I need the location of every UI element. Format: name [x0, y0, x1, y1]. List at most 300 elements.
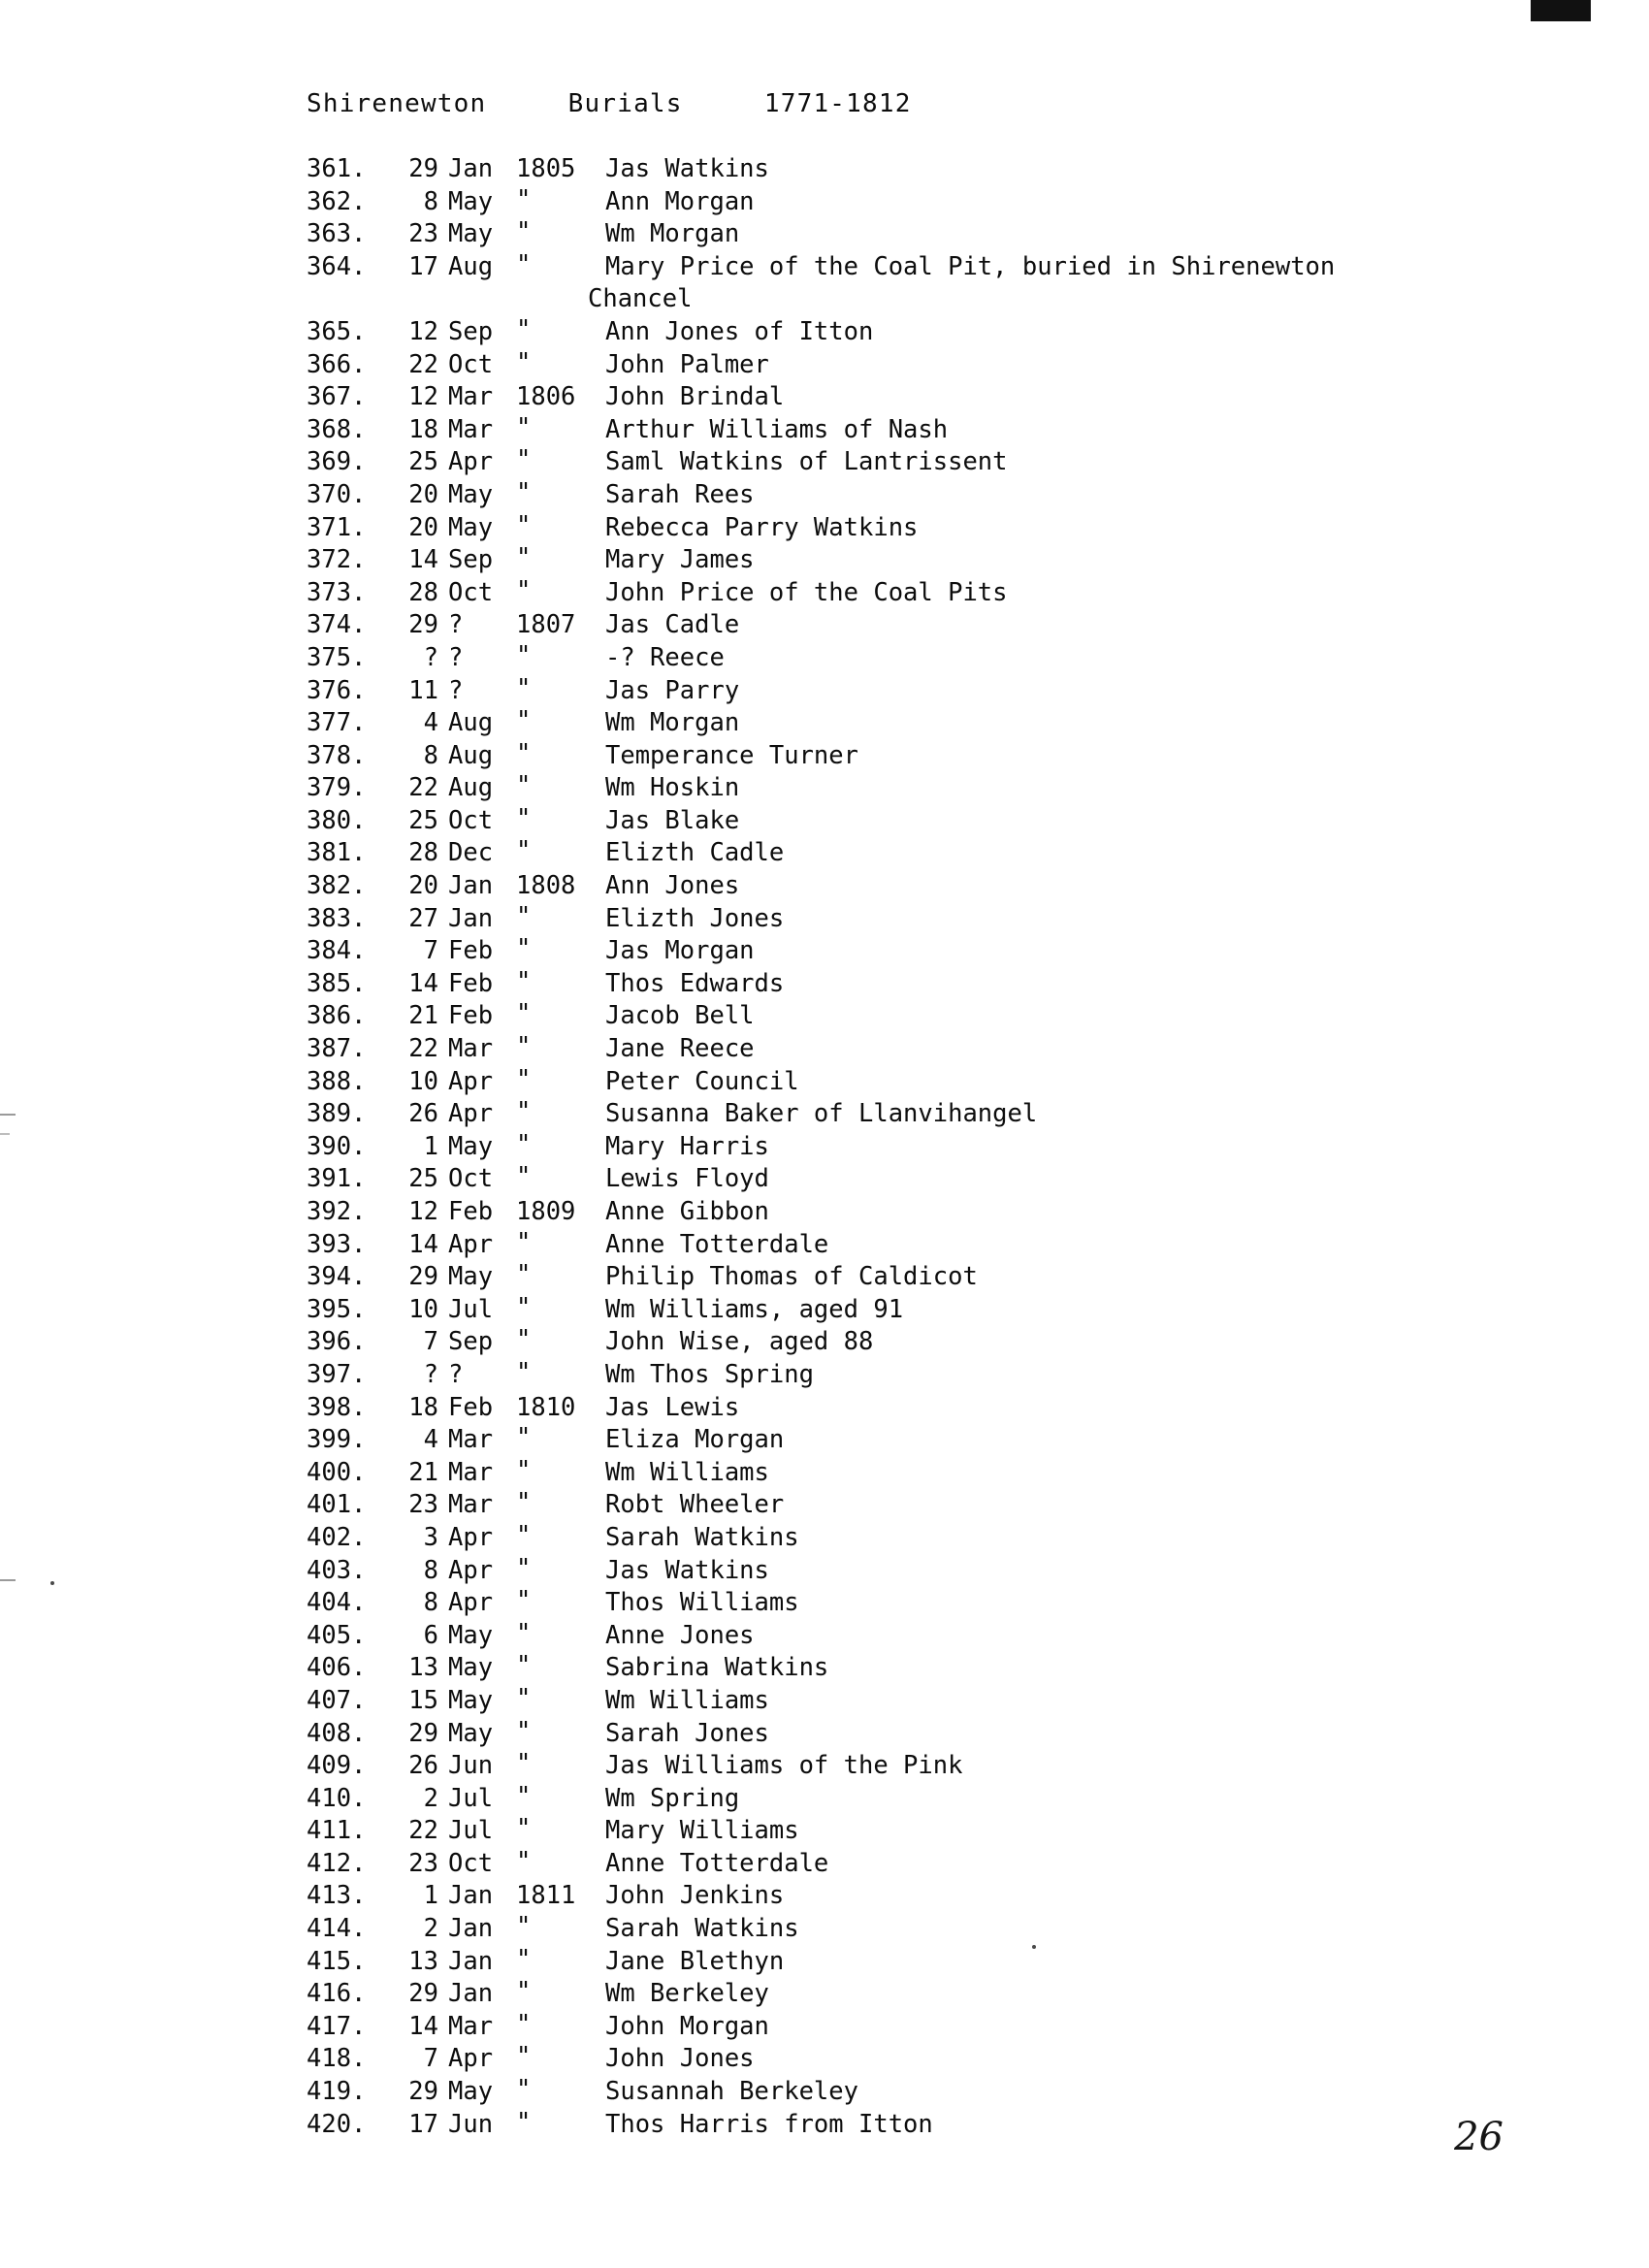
entry-month: Jan: [448, 154, 494, 183]
ditto-mark: ": [516, 1032, 532, 1062]
ditto-mark: ": [516, 347, 532, 377]
entry-day: 25: [408, 805, 438, 835]
entry-year-ditto: [508, 1652, 605, 1685]
entry-year-ditto: [508, 1326, 605, 1359]
burial-entry: [307, 642, 1451, 675]
ditto-mark: ": [516, 999, 532, 1029]
ditto-mark: ": [516, 1423, 532, 1453]
burial-entry: [307, 1783, 1451, 1816]
entry-name: Sarah Watkins: [605, 1914, 799, 1944]
entry-name: Anne Gibbon: [605, 1197, 769, 1226]
entry-year-ditto: [508, 1261, 605, 1294]
burial-entry: [307, 479, 1451, 512]
ditto-mark: ": [516, 706, 532, 736]
entry-month: May: [448, 512, 494, 542]
entry-day: 14: [408, 2011, 438, 2041]
entry-month: Jul: [448, 1816, 494, 1846]
entry-number: 397.: [307, 1359, 367, 1389]
entry-number: 419.: [307, 2077, 367, 2107]
entry-month: Jan: [448, 871, 494, 901]
entry-year-ditto: [508, 935, 605, 968]
entry-day: 18: [408, 414, 438, 444]
ditto-mark: ": [516, 1129, 532, 1159]
entry-name: Jas Watkins: [605, 1555, 769, 1585]
entry-month: Aug: [448, 740, 494, 770]
entry-year: 1809: [516, 1197, 576, 1226]
scan-edge-tick: [0, 1114, 16, 1116]
entry-number: 391.: [307, 1164, 367, 1194]
entry-day: 26: [408, 1751, 438, 1781]
entry-month: Feb: [448, 1001, 494, 1031]
entry-number: 393.: [307, 1229, 367, 1259]
burial-entry: [307, 1718, 1451, 1751]
entry-year-ditto: [508, 1522, 605, 1555]
entry-year-ditto: [508, 772, 605, 805]
entry-name: John Jenkins: [605, 1881, 785, 1911]
burial-entry: [307, 1229, 1451, 1262]
entry-number: 368.: [307, 414, 367, 444]
entry-year-ditto: [508, 218, 605, 251]
burial-entry: [307, 1098, 1451, 1131]
entry-number: 399.: [307, 1425, 367, 1455]
entry-year-ditto: [508, 2076, 605, 2109]
entry-number: 413.: [307, 1881, 367, 1911]
ditto-mark: ": [516, 2107, 532, 2137]
entry-name: Sarah Watkins: [605, 1522, 799, 1552]
entry-month: Jan: [448, 1979, 494, 2009]
entry-year-ditto: [508, 2043, 605, 2076]
entry-name: Jane Blethyn: [605, 1946, 785, 1976]
entry-name: Wm Morgan: [605, 219, 740, 249]
entry-day: 17: [408, 251, 438, 281]
entry-day: 7: [423, 1327, 438, 1357]
burial-entry: [307, 414, 1451, 447]
ditto-mark: ": [516, 1846, 532, 1876]
burial-entry: [307, 446, 1451, 479]
entry-number: 388.: [307, 1066, 367, 1096]
burial-entry: [307, 1033, 1451, 1066]
entry-name: Susanna Baker of Llanvihangel: [605, 1099, 1038, 1129]
burial-entry: [307, 2011, 1451, 2044]
burial-entry: [307, 1750, 1451, 1783]
entry-day: 27: [408, 903, 438, 933]
burial-entry: [307, 1880, 1451, 1913]
entry-year-ditto: [508, 186, 605, 219]
entry-year-ditto: [508, 1783, 605, 1816]
ditto-mark: ": [516, 184, 532, 214]
ditto-mark: ": [516, 1260, 532, 1290]
ditto-mark: ": [516, 1814, 532, 1844]
burial-entry: [307, 740, 1451, 773]
entry-month: ?: [448, 675, 464, 705]
entry-name: Jas Watkins: [605, 154, 769, 183]
entry-day: 14: [408, 968, 438, 998]
entry-name: Wm Williams: [605, 1457, 769, 1487]
ditto-mark: ": [516, 1749, 532, 1779]
entry-year-ditto: [508, 1359, 605, 1392]
entry-day: 4: [423, 708, 438, 738]
entry-name: Ann Morgan: [605, 186, 755, 216]
ditto-mark: ": [516, 217, 532, 247]
entry-day: 17: [408, 2109, 438, 2139]
entry-day: 1: [423, 1881, 438, 1911]
entry-day: 29: [408, 2077, 438, 2107]
entry-day: 2: [423, 1914, 438, 1944]
entry-day: 11: [408, 675, 438, 705]
ditto-mark: ": [516, 314, 532, 344]
burial-entry: [307, 935, 1451, 968]
entry-name: Jas Morgan: [605, 936, 755, 966]
entry-number: 407.: [307, 1685, 367, 1715]
entry-month: Apr: [448, 1588, 494, 1618]
entry-name: Jacob Bell: [605, 1001, 755, 1031]
entry-day: 20: [408, 512, 438, 542]
entry-day: 22: [408, 773, 438, 803]
entry-name: John Morgan: [605, 2011, 769, 2041]
entry-name: Elizth Jones: [605, 903, 785, 933]
entry-number: 370.: [307, 479, 367, 509]
scan-edge-tick: [0, 1133, 10, 1135]
burial-entry: [307, 1457, 1451, 1490]
burial-entry: [307, 1685, 1451, 1718]
ditto-mark: ": [516, 803, 532, 833]
entry-name: Thos Williams: [605, 1588, 799, 1618]
entry-month: Aug: [448, 773, 494, 803]
burial-entry: [307, 2043, 1451, 2076]
entry-number: 403.: [307, 1555, 367, 1585]
entry-day: 20: [408, 479, 438, 509]
entry-name: Anne Jones: [605, 1620, 755, 1650]
burials-list: [307, 153, 1451, 2141]
burial-entry: [307, 153, 1451, 186]
entry-month: Oct: [448, 577, 494, 607]
entry-year: 1811: [516, 1881, 576, 1911]
entry-number: 404.: [307, 1588, 367, 1618]
entry-month: Mar: [448, 1034, 494, 1064]
entry-month: Apr: [448, 1555, 494, 1585]
entry-name: Jane Reece: [605, 1034, 755, 1064]
burial-entry: [307, 1066, 1451, 1099]
entry-day: 14: [408, 1229, 438, 1259]
entry-day: 29: [408, 1979, 438, 2009]
ditto-mark: ": [516, 1618, 532, 1648]
entry-month: Feb: [448, 1197, 494, 1226]
entry-number: 392.: [307, 1197, 367, 1226]
entry-day: 15: [408, 1685, 438, 1715]
entry-month: ?: [448, 1359, 464, 1389]
entry-name: Jas Blake: [605, 805, 740, 835]
entry-month: Oct: [448, 1164, 494, 1194]
entry-name: Sarah Jones: [605, 1718, 769, 1748]
entry-year-ditto: [508, 837, 605, 870]
entry-month: May: [448, 219, 494, 249]
ditto-mark: ": [516, 510, 532, 540]
entry-year-ditto: [508, 1489, 605, 1522]
entry-month: Mar: [448, 1425, 494, 1455]
ditto-mark: ": [516, 1553, 532, 1583]
ditto-mark: ": [516, 966, 532, 996]
entry-day: 12: [408, 316, 438, 346]
entry-month: Sep: [448, 545, 494, 575]
entry-continuation: Chancel: [588, 284, 693, 314]
entry-month: Jan: [448, 1881, 494, 1911]
ditto-mark: ": [516, 1162, 532, 1192]
burial-entry: [307, 968, 1451, 1001]
entry-month: Feb: [448, 936, 494, 966]
entry-day: 10: [408, 1294, 438, 1324]
entry-month: Sep: [448, 1327, 494, 1357]
entry-day: 7: [423, 936, 438, 966]
entry-month: Oct: [448, 805, 494, 835]
burial-entry: [307, 544, 1451, 577]
entry-year-ditto: [508, 544, 605, 577]
burial-entry: [307, 1913, 1451, 1946]
entry-number: 389.: [307, 1099, 367, 1129]
entry-number: 400.: [307, 1457, 367, 1487]
burial-entry: [307, 1326, 1451, 1359]
entry-name: Anne Totterdale: [605, 1848, 829, 1878]
entry-year-ditto: [508, 1913, 605, 1946]
entry-year-ditto: [508, 1587, 605, 1620]
entry-month: Sep: [448, 316, 494, 346]
entry-name: Robt Wheeler: [605, 1490, 785, 1520]
entry-month: ?: [448, 642, 464, 672]
entry-name: John Jones: [605, 2044, 755, 2074]
entry-day: 13: [408, 1653, 438, 1683]
entry-day: 12: [408, 382, 438, 412]
entry-year-ditto: [508, 1424, 605, 1457]
entry-day: 23: [408, 1490, 438, 1520]
entry-name: Jas Cadle: [605, 610, 740, 640]
entry-month: May: [448, 1620, 494, 1650]
entry-month: Apr: [448, 2044, 494, 2074]
entry-year: 1807: [516, 610, 576, 640]
entry-month: Jul: [448, 1294, 494, 1324]
entry-name: Temperance Turner: [605, 740, 858, 770]
burial-entry: [307, 2076, 1451, 2109]
entry-day: 1: [423, 1131, 438, 1161]
entry-month: Aug: [448, 251, 494, 281]
ditto-mark: ": [516, 1912, 532, 1942]
entry-day: 14: [408, 545, 438, 575]
entry-number: 385.: [307, 968, 367, 998]
entry-name: Mary Price of the Coal Pit, buried in Shirenewton: [605, 251, 1336, 281]
entry-month: Jan: [448, 903, 494, 933]
entry-year-ditto: [508, 316, 605, 349]
entry-number: 414.: [307, 1914, 367, 1944]
entry-number: 365.: [307, 316, 367, 346]
entry-month: Mar: [448, 414, 494, 444]
entry-month: May: [448, 1718, 494, 1748]
entry-month: May: [448, 1262, 494, 1292]
ditto-mark: ": [516, 1357, 532, 1387]
entry-number: 386.: [307, 1001, 367, 1031]
ditto-mark: ": [516, 412, 532, 442]
entry-name: Mary Williams: [605, 1816, 799, 1846]
entry-month: Mar: [448, 1490, 494, 1520]
ditto-mark: ": [516, 1455, 532, 1485]
entry-month: Apr: [448, 1229, 494, 1259]
entry-month: May: [448, 186, 494, 216]
burial-entry: [307, 349, 1451, 382]
entry-year-ditto: [508, 251, 605, 284]
entry-year-ditto: [508, 1685, 605, 1718]
entry-name: John Brindal: [605, 382, 785, 412]
entry-year-ditto: [508, 1750, 605, 1783]
burial-entry: [307, 675, 1451, 708]
entry-year-ditto: [508, 1294, 605, 1327]
entry-number: 384.: [307, 936, 367, 966]
ditto-mark: ": [516, 1325, 532, 1355]
entry-name: Jas Williams of the Pink: [605, 1751, 963, 1781]
entry-day: 8: [423, 740, 438, 770]
entry-day: 21: [408, 1457, 438, 1487]
entry-day: 22: [408, 1034, 438, 1064]
entry-number: 383.: [307, 903, 367, 933]
burial-entry: [307, 1815, 1451, 1848]
entry-name: John Price of the Coal Pits: [605, 577, 1008, 607]
entry-number: 394.: [307, 1262, 367, 1292]
entry-month: May: [448, 2077, 494, 2107]
entry-name: Arthur Williams of Nash: [605, 414, 949, 444]
ditto-mark: ": [516, 1781, 532, 1811]
ditto-mark: ": [516, 1227, 532, 1257]
burial-entry: [307, 577, 1451, 610]
entry-month: May: [448, 1685, 494, 1715]
entry-year: 1808: [516, 871, 576, 901]
entry-name: Wm Thos Spring: [605, 1359, 814, 1389]
entry-name: -? Reece: [605, 642, 725, 672]
entry-number: 411.: [307, 1816, 367, 1846]
ditto-mark: ": [516, 2042, 532, 2072]
entry-number: 405.: [307, 1620, 367, 1650]
entry-day: 29: [408, 1262, 438, 1292]
entry-month: Jun: [448, 1751, 494, 1781]
entry-number: 374.: [307, 610, 367, 640]
entry-name: Ann Jones: [605, 871, 740, 901]
entry-number: 380.: [307, 805, 367, 835]
entry-year-ditto: [508, 707, 605, 740]
entry-name: Rebecca Parry Watkins: [605, 512, 919, 542]
burial-entry: [307, 1294, 1451, 1327]
entry-day: 20: [408, 871, 438, 901]
entry-name: Wm Berkeley: [605, 1979, 769, 2009]
entry-year-ditto: [508, 968, 605, 1001]
entry-number: 361.: [307, 154, 367, 183]
ditto-mark: ": [516, 836, 532, 866]
entry-month: Apr: [448, 1066, 494, 1096]
entry-day: 28: [408, 838, 438, 868]
burial-entry: [307, 1392, 1451, 1425]
entry-day: 25: [408, 1164, 438, 1194]
entry-number: 376.: [307, 675, 367, 705]
entry-number: 408.: [307, 1718, 367, 1748]
entry-month: ?: [448, 610, 464, 640]
entry-day: 8: [423, 1588, 438, 1618]
entry-name: Mary Harris: [605, 1131, 769, 1161]
entry-year-ditto: [508, 1033, 605, 1066]
entry-month: Apr: [448, 447, 494, 477]
entry-year: 1806: [516, 382, 576, 412]
entry-number: 373.: [307, 577, 367, 607]
entry-year-ditto: [508, 1000, 605, 1033]
burial-entry: [307, 1163, 1451, 1196]
entry-number: 367.: [307, 382, 367, 412]
entry-name: Anne Totterdale: [605, 1229, 829, 1259]
entry-month: Aug: [448, 708, 494, 738]
entry-year-ditto: [508, 1815, 605, 1848]
burial-entry: [307, 2109, 1451, 2142]
burial-entry: [307, 218, 1451, 251]
entry-month: Jul: [448, 1783, 494, 1813]
ditto-mark: ": [516, 1977, 532, 2007]
entry-month: Mar: [448, 382, 494, 412]
entry-day: 29: [408, 610, 438, 640]
entry-name: Wm Spring: [605, 1783, 740, 1813]
entry-name: Sabrina Watkins: [605, 1653, 829, 1683]
burial-entry: [307, 707, 1451, 740]
entry-year-ditto: [508, 642, 605, 675]
entry-number: 382.: [307, 871, 367, 901]
entry-month: Jun: [448, 2109, 494, 2139]
entry-year-ditto: [508, 446, 605, 479]
entry-month: Mar: [448, 1457, 494, 1487]
entry-day: 22: [408, 349, 438, 379]
entry-number: 401.: [307, 1490, 367, 1520]
entry-number: 417.: [307, 2011, 367, 2041]
entry-year: 1810: [516, 1392, 576, 1422]
entry-month: Feb: [448, 968, 494, 998]
entry-day: 8: [423, 1555, 438, 1585]
entry-name: Ann Jones of Itton: [605, 316, 874, 346]
burial-entry: [307, 1489, 1451, 1522]
ditto-mark: ": [516, 249, 532, 279]
entry-day: ?: [423, 1359, 438, 1389]
entry-number: 375.: [307, 642, 367, 672]
entry-day: 25: [408, 447, 438, 477]
burial-entry: [307, 772, 1451, 805]
ditto-mark: ": [516, 2009, 532, 2039]
burial-entry: [307, 1587, 1451, 1620]
entry-number: 409.: [307, 1751, 367, 1781]
entry-number: 406.: [307, 1653, 367, 1683]
ditto-mark: ": [516, 673, 532, 703]
burial-entry: [307, 1000, 1451, 1033]
entry-year-ditto: [508, 1946, 605, 1979]
entry-name: John Wise, aged 88: [605, 1327, 874, 1357]
entry-number: 381.: [307, 838, 367, 868]
ditto-mark: ": [516, 575, 532, 605]
entry-name: Thos Harris from Itton: [605, 2109, 933, 2139]
ditto-mark: ": [516, 1520, 532, 1550]
burial-entry: [307, 186, 1451, 219]
entry-month: Apr: [448, 1099, 494, 1129]
entry-number: 410.: [307, 1783, 367, 1813]
entry-day: 6: [423, 1620, 438, 1650]
entry-number: 372.: [307, 545, 367, 575]
burial-entry: [307, 1652, 1451, 1685]
entry-year-ditto: [508, 1848, 605, 1881]
entry-month: Oct: [448, 349, 494, 379]
burial-entry: [307, 512, 1451, 545]
entry-month: Oct: [448, 1848, 494, 1878]
entry-day: 26: [408, 1099, 438, 1129]
entry-number: 402.: [307, 1522, 367, 1552]
ditto-mark: ": [516, 1488, 532, 1518]
entry-number: 416.: [307, 1979, 367, 2009]
ditto-mark: ": [516, 2075, 532, 2105]
entry-year-ditto: [508, 805, 605, 838]
